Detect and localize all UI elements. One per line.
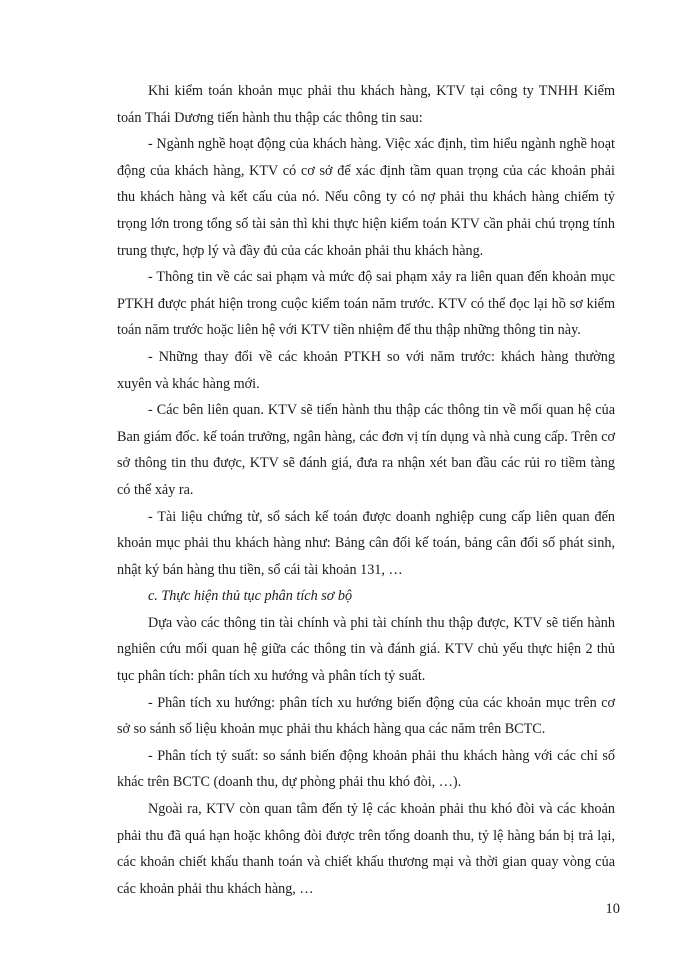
page-number: 10: [605, 901, 620, 917]
paragraph-related-parties: - Các bên liên quan. KTV sẽ tiến hành thu thập các thông tin về mối quan hệ của Ban giám đốc. kế toán trưởng, ngân hàng, các đơn vị tín dụng và nhà cung cấp. Trên cơ sở thông tin thu được, KTV sẽ đánh giá, đưa ra nhận xét ban đầu các rủi ro tiềm tàng có thể xảy ra.: [117, 402, 615, 498]
paragraph-ratio-analysis: - Phân tích tỷ suất: so sánh biến động khoản phải thu khách hàng với các chỉ số khác trên BCTC (doanh thu, dự phòng phải thu khó đòi, …).: [117, 747, 615, 791]
paragraph-documents: - Tài liệu chứng từ, sổ sách kế toán được doanh nghiệp cung cấp liên quan đến khoản mục phải thu khách hàng như: Bảng cân đối kế toán, bảng cân đối số phát sinh, nhật ký bán hàng thu tiền, sổ cái tài khoản 131, …: [117, 508, 615, 578]
paragraph-additional: Ngoài ra, KTV còn quan tâm đến tỷ lệ các khoản phải thu khó đòi và các khoản phải thu đã quá hạn hoặc không đòi được trên tổng doanh thu, tỷ lệ hàng bán bị trả lại, các khoản chiết khấu thanh toán và chiết khấu thương mại và thời gian quay vòng của các khoản phải thu khách hàng, …: [117, 801, 615, 897]
paragraph-changes: - Những thay đổi về các khoản PTKH so với năm trước: khách hàng thường xuyên và khác hàng mới.: [117, 348, 615, 392]
section-heading: c. Thực hiện thủ tục phân tích sơ bộ: [148, 588, 353, 605]
paragraph-intro: Khi kiểm toán khoản mục phải thu khách hàng, KTV tại công ty TNHH Kiểm toán Thái Dương tiến hành thu thập các thông tin sau:: [117, 83, 615, 126]
paragraph-prior-errors: - Thông tin về các sai phạm và mức độ sai phạm xảy ra liên quan đến khoản mục PTKH được phát hiện trong cuộc kiểm toán năm trước. KTV có thể đọc lại hồ sơ kiểm toán năm trước hoặc liên hệ với KTV tiền nhiệm để thu thập những thông tin này.: [117, 269, 615, 339]
body-text: [117, 78, 615, 902]
paragraph-analysis-intro: Dựa vào các thông tin tài chính và phi tài chính thu thập được, KTV sẽ tiến hành nghiên cứu mối quan hệ giữa các thông tin và đánh giá. KTV chủ yếu thực hiện 2 thủ tục phân tích: phân tích xu hướng và phân tích tỷ suất.: [117, 614, 615, 685]
paragraph-trend-analysis: - Phân tích xu hướng: phân tích xu hướng biến động của các khoản mục trên cơ sở so sánh số liệu khoản mục phải thu khách hàng qua các năm trên BCTC.: [117, 694, 615, 738]
paragraph-industry: - Ngành nghề hoạt động của khách hàng. Việc xác định, tìm hiểu ngành nghề hoạt động của khách hàng, KTV có cơ sở để xác định tầm quan trọng của các khoản phải thu khách hàng và kết cấu của nó. Nếu công ty có nợ phải thu khách hàng chiếm tỷ trọng lớn trong tổng số tài sản thì khi thực hiện kiểm toán KTV cần phải chú trọng tính trung thực, hợp lý và đầy đủ của các khoản phải thu khách hàng.: [117, 136, 615, 259]
